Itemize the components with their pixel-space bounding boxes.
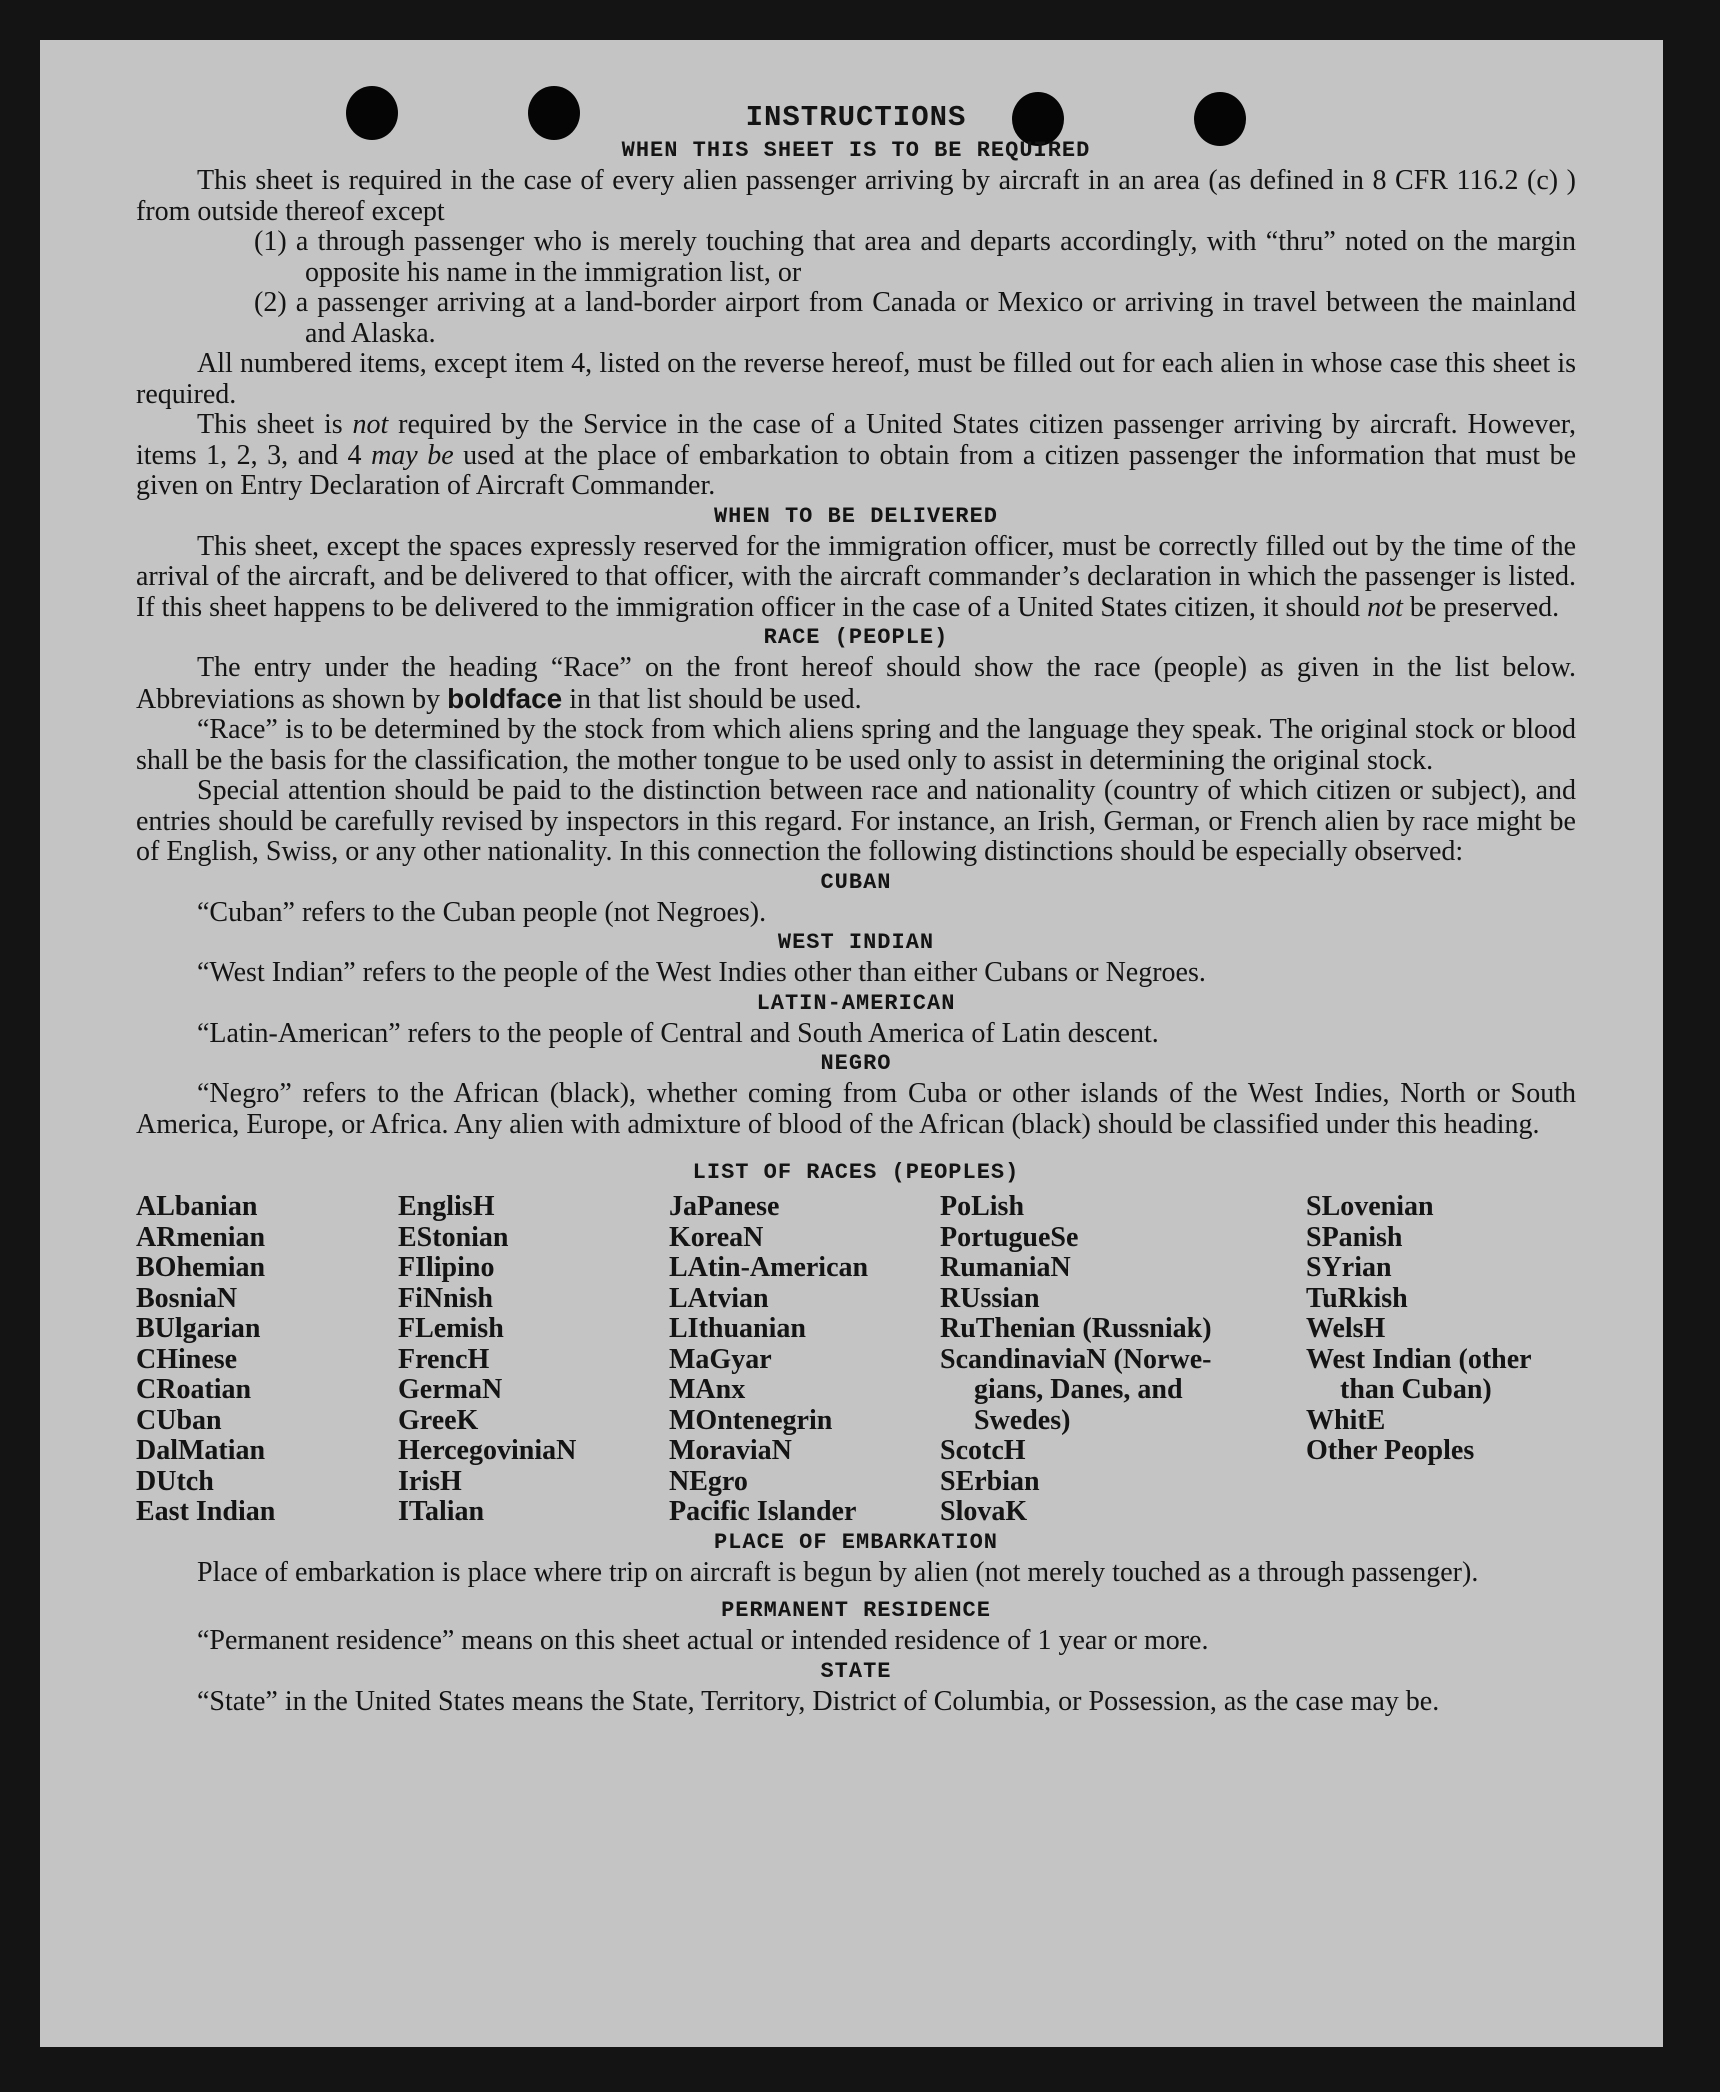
section-heading: WHEN THIS SHEET IS TO BE REQUIRED	[621, 138, 1091, 163]
race-item: EStonian	[398, 1221, 509, 1253]
paragraph: Special attention should be paid to the distinction between race and nationality (country of which citizen or subject), and entries should be carefully revised by inspectors in this regard. For instance, an Irish, German, or French alien by race might be of English, Swiss, or any other nationality. In this connection the following distinctions should be especially observed:	[136, 775, 1576, 867]
race-item: Pacific Islander	[669, 1496, 857, 1527]
paragraph: “West Indian” refers to the people of the West Indies other than either Cubans or Negroes.	[197, 957, 1206, 988]
race-item: West Indian (other	[1306, 1343, 1532, 1375]
text-run: in that list should be used.	[562, 683, 862, 715]
text-run: This sheet, except the spaces expressly reserved for the immigration officer, must be correctly filled out by the time of the arrival of the aircraft, and be delivered to that officer, with the aircraft commander’s declaration in which the passenger is listed. If this sheet happens to be delivered to the immigration officer in the case of a United States citizen, it should	[136, 530, 1576, 623]
race-item: RUssian	[940, 1282, 1040, 1314]
race-item: gians, Danes, and	[974, 1374, 1183, 1405]
section-heading: WEST INDIAN	[777, 930, 935, 955]
paragraph: Place of embarkation is place where trip on aircraft is begun by alien (not merely touched as a through passenger).	[197, 1556, 1479, 1588]
page-title: INSTRUCTIONS	[745, 101, 967, 134]
italic-text: not	[352, 409, 389, 440]
race-item: East Indian	[136, 1496, 276, 1527]
paragraph: “Cuban” refers to the Cuban people (not Negroes).	[197, 896, 767, 928]
text-run: This sheet is	[197, 409, 353, 440]
race-item: CUban	[136, 1404, 222, 1436]
race-column	[940, 1192, 1306, 1528]
paragraph	[136, 410, 1576, 502]
race-item: NEgro	[669, 1465, 748, 1497]
section-heading: STATE	[820, 1658, 892, 1684]
section-heading: RACE (PEOPLE)	[763, 625, 949, 650]
race-item: Swedes)	[974, 1404, 1071, 1436]
section-heading: LATIN-AMERICAN	[756, 990, 956, 1016]
instructions-body	[136, 100, 1576, 1717]
italic-text: not	[1367, 591, 1403, 623]
race-item: FLemish	[398, 1313, 504, 1344]
italic-text: may be	[371, 439, 454, 471]
list-item: (1) a through passenger who is merely touching that area and departs accordingly, with “thru” noted on the margin opposite his name in the immigration list, or	[254, 226, 1576, 288]
race-item: PoLish	[940, 1191, 1025, 1222]
section-heading: NEGRO	[820, 1051, 892, 1076]
paragraph	[136, 532, 1576, 624]
race-item: SLovenian	[1306, 1191, 1434, 1222]
race-item: than Cuban)	[1340, 1374, 1492, 1405]
race-column	[1306, 1192, 1576, 1528]
text-run: The entry under the heading “Race” on the front hereof should show the race (people) as given in the list below. Abbreviations as shown by	[136, 652, 1576, 715]
race-item: FiNnish	[398, 1282, 493, 1314]
document-page	[40, 40, 1663, 2047]
list-item: (2) a passenger arriving at a land-border airport from Canada or Mexico or arriving in travel between the mainland and Alaska.	[254, 287, 1576, 349]
race-item: Other Peoples	[1306, 1435, 1475, 1466]
race-item: BUlgarian	[136, 1313, 261, 1344]
paragraph	[136, 653, 1576, 715]
section-heading: CUBAN	[820, 869, 892, 895]
paragraph: “Negro” refers to the African (black), whether coming from Cuba or other islands of the West Indies, North or South America, Europe, or Africa. Any alien with admixture of blood of the African (black) should be classified under this heading.	[136, 1078, 1576, 1140]
paragraph: This sheet is required in the case of every alien passenger arriving by aircraft in an area (as defined in 8 CFR 116.2 (c) ) from outside thereof except	[136, 165, 1576, 227]
race-item: ScandinaviaN (Norwe-	[940, 1343, 1212, 1375]
race-item: GreeK	[398, 1404, 479, 1436]
race-item: FrencH	[398, 1343, 490, 1375]
race-item: MaGyar	[669, 1343, 772, 1375]
race-item: SPanish	[1306, 1221, 1403, 1253]
race-item: MoraviaN	[669, 1435, 792, 1466]
race-column	[669, 1192, 940, 1528]
race-item: RumaniaN	[940, 1252, 1071, 1283]
race-item: ITalian	[398, 1496, 485, 1527]
section-heading: PLACE OF EMBARKATION	[713, 1529, 999, 1555]
text-run: be preserved.	[1402, 591, 1560, 623]
race-item: EnglisH	[398, 1191, 495, 1222]
race-item: SErbian	[940, 1465, 1040, 1497]
race-item: KoreaN	[669, 1221, 764, 1253]
race-item: SYrian	[1306, 1252, 1392, 1283]
race-item: GermaN	[398, 1374, 503, 1405]
race-item: DalMatian	[136, 1435, 266, 1466]
paragraph: “Latin-American” refers to the people of Central and South America of Latin descent.	[197, 1017, 1159, 1049]
race-item: RuThenian (Russniak)	[940, 1313, 1212, 1344]
race-item: BosniaN	[136, 1282, 238, 1314]
race-item: FIlipino	[398, 1252, 495, 1283]
race-item: LIthuanian	[669, 1313, 806, 1344]
race-item: PortugueSe	[940, 1221, 1079, 1253]
race-item: ALbanian	[136, 1191, 258, 1222]
race-item: ScotcH	[940, 1435, 1026, 1466]
section-heading: PERMANENT RESIDENCE	[721, 1598, 991, 1623]
section-heading: LIST OF RACES (PEOPLES)	[692, 1160, 1020, 1185]
race-item: LAtin-American	[669, 1252, 869, 1283]
paragraph: “Permanent residence” means on this sheet actual or intended residence of 1 year or more.	[197, 1625, 1209, 1656]
race-item: WhitE	[1306, 1404, 1386, 1436]
race-item: DUtch	[136, 1465, 214, 1497]
paragraph: “Race” is to be determined by the stock from which aliens spring and the language they speak. The original stock or blood shall be the basis for the classification, the mother tongue to be used only to assist in determining the original stock.	[136, 714, 1576, 776]
race-item: IrisH	[398, 1465, 462, 1497]
race-item: MOntenegrin	[669, 1404, 833, 1436]
text-run: used at the place of embarkation to obtain from a citizen passenger the information that must be given on Entry Declaration of Aircraft Commander.	[136, 439, 1577, 501]
text-run: required by the Service in the case of a United States citizen passenger arriving by aircraft. However, items 1, 2, 3, and 4	[136, 409, 1576, 471]
race-item: ARmenian	[136, 1221, 266, 1253]
race-item: TuRkish	[1306, 1282, 1408, 1314]
race-list	[136, 1192, 1576, 1528]
race-item: HercegoviniaN	[398, 1435, 577, 1466]
race-column	[136, 1192, 398, 1528]
race-item: SlovaK	[940, 1496, 1028, 1527]
race-item: BOhemian	[136, 1252, 266, 1283]
paragraph: “State” in the United States means the State, Territory, District of Columbia, or Possession, as the case may be.	[197, 1685, 1440, 1717]
bold-text: boldface	[447, 682, 563, 714]
section-heading: WHEN TO BE DELIVERED	[713, 503, 999, 529]
race-item: WelsH	[1306, 1313, 1386, 1344]
race-item: CHinese	[136, 1343, 238, 1375]
race-item: LAtvian	[669, 1282, 769, 1314]
race-item: CRoatian	[136, 1374, 252, 1405]
paragraph: All numbered items, except item 4, listed on the reverse hereof, must be filled out for each alien in whose case this sheet is required.	[136, 348, 1576, 410]
race-item: JaPanese	[669, 1191, 780, 1222]
race-column	[398, 1192, 669, 1528]
race-item: MAnx	[669, 1374, 746, 1405]
